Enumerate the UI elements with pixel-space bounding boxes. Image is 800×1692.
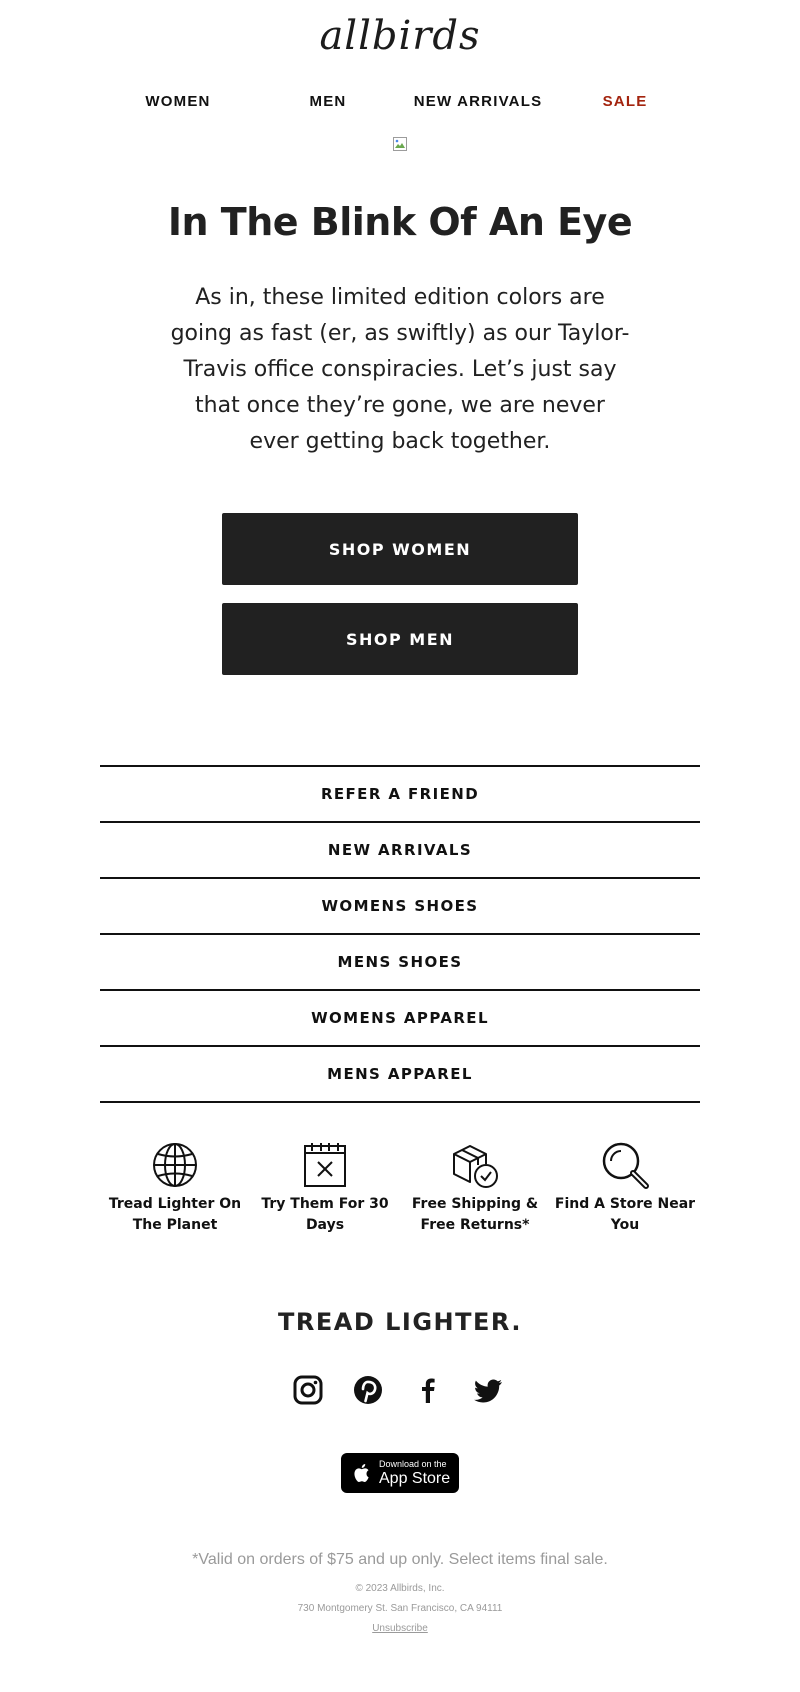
nav-sale-link[interactable]: SALE [602,93,648,110]
app-store-title: App Store [379,1470,451,1487]
feature-trial[interactable] [250,1140,400,1236]
feature-store-finder[interactable] [550,1140,700,1236]
features-row [100,1140,700,1250]
feature-label: Free Shipping & Free Returns* [411,1196,539,1233]
offer-disclaimer: *Valid on orders of $75 and up only. Select items final sale. [192,1551,608,1568]
hero-headline: In The Blink Of An Eye [167,200,633,244]
instagram-icon[interactable] [290,1372,326,1408]
womens-shoes-link[interactable]: WOMENS SHOES [100,879,700,935]
top-nav [0,88,800,116]
mens-apparel-link[interactable]: MENS APPAREL [100,1047,700,1103]
shop-women-button[interactable]: SHOP WOMEN [222,513,578,585]
feature-shipping[interactable] [400,1140,550,1236]
app-store-caption: Download on the [379,1459,447,1469]
feature-label: Try Them For 30 Days [261,1196,389,1233]
feature-label: Find A Store Near You [554,1196,696,1233]
company-address: 730 Montgomery St. San Francisco, CA 94111 [297,1603,503,1614]
nav-new-arrivals-link[interactable]: NEW ARRIVALS [413,93,543,110]
nav-women-link[interactable]: WOMEN [145,93,211,110]
shop-men-button[interactable]: SHOP MEN [222,603,578,675]
nav-men-link[interactable]: MEN [309,93,347,110]
unsubscribe-link[interactable]: Unsubscribe [372,1623,428,1634]
womens-apparel-link[interactable]: WOMENS APPAREL [100,991,700,1047]
mens-shoes-link[interactable]: MENS SHOES [100,935,700,991]
feature-sustainability[interactable] [100,1140,250,1236]
app-store-badge[interactable] [341,1453,459,1493]
globe-icon [150,1140,200,1190]
magnifier-icon [600,1140,650,1190]
facebook-icon[interactable] [410,1372,446,1408]
allbirds-logo[interactable]: allbirds [319,13,481,59]
pinterest-icon[interactable] [350,1372,386,1408]
box-check-icon [450,1140,500,1190]
social-links [290,1372,510,1412]
quick-links-list [100,765,700,1103]
tread-lighter-tagline: TREAD LIGHTER. [278,1308,522,1336]
hero-body-copy: As in, these limited edition colors are going as fast (er, as swiftly) as our Taylor-Travis office conspiracies. Let’s just say that once they’re gone, we are never ever getting back together. [170,285,630,454]
broken-image-icon [392,136,408,152]
new-arrivals-link[interactable]: NEW ARRIVALS [100,823,700,879]
twitter-icon[interactable] [470,1372,506,1408]
feature-label: Tread Lighter On The Planet [108,1196,242,1233]
refer-a-friend-link[interactable]: REFER A FRIEND [100,767,700,823]
copyright: © 2023 Allbirds, Inc. [355,1583,445,1594]
apple-icon [349,1460,375,1486]
calendar-icon [300,1140,350,1190]
